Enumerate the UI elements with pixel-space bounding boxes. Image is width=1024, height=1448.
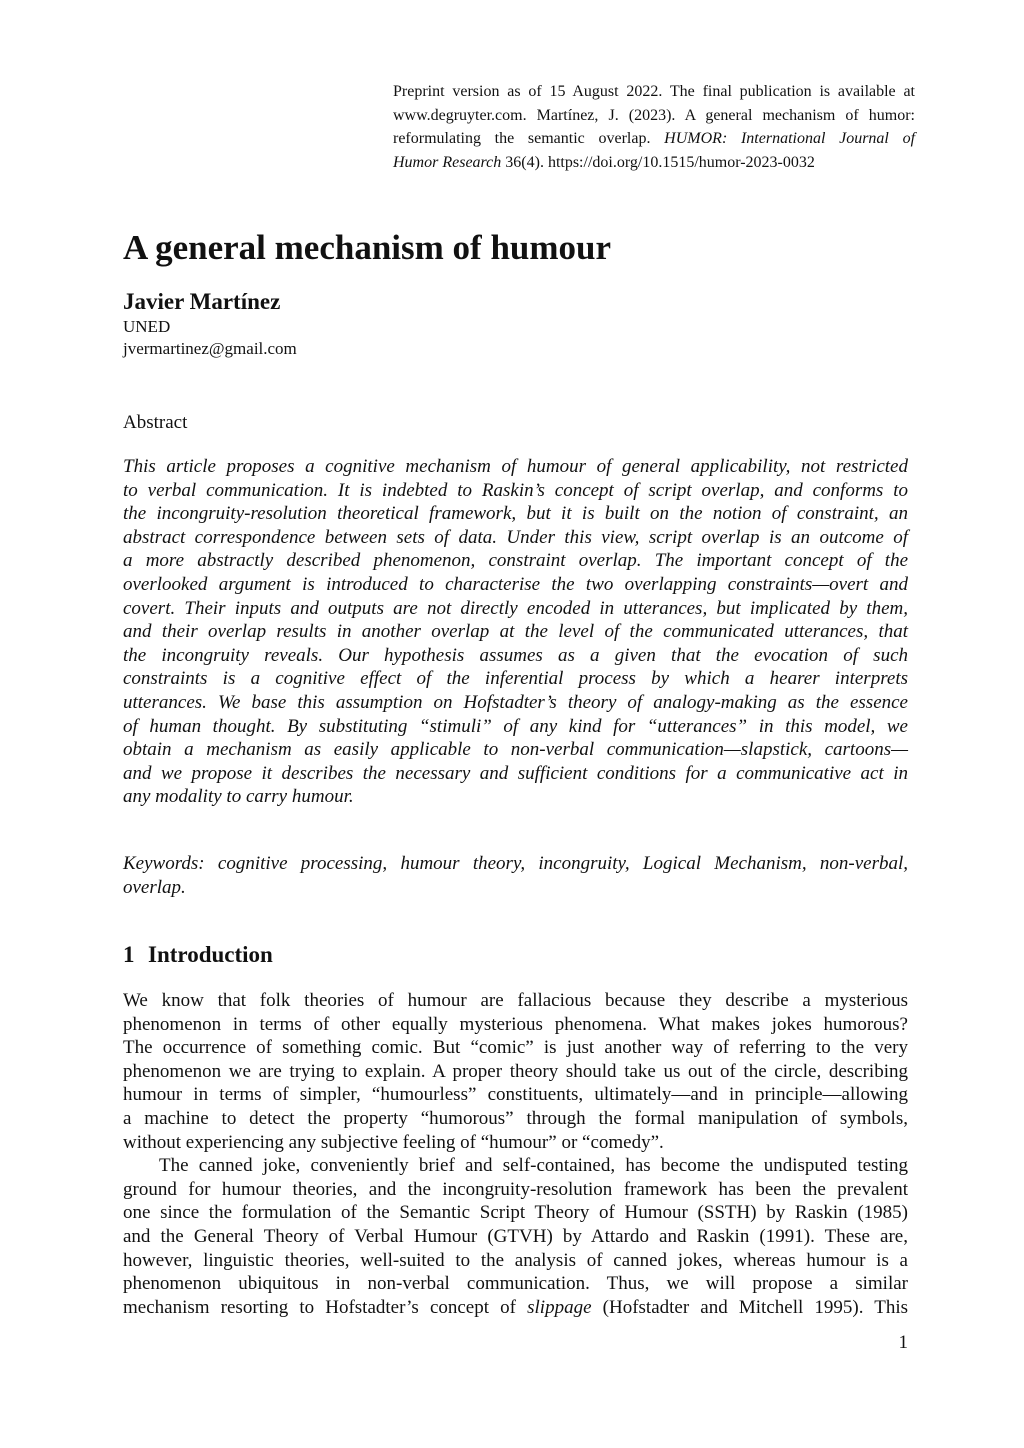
section-title: Introduction: [148, 942, 273, 967]
body-text-run: (Hofstadter and Mitchell 1995). This: [602, 1296, 909, 1318]
body-text-run: mechanism resorting to Hofstadter’s concept of: [123, 1296, 516, 1318]
abstract-line: constraints is a cognitive effect of the inferential process by which a hearer interprets: [123, 668, 908, 690]
preprint-line: [393, 127, 915, 151]
journal-name: HUMOR: International Journal of: [664, 130, 916, 147]
paper-title: A general mechanism of humour: [123, 228, 612, 267]
keywords: [123, 852, 908, 900]
author-affiliation: UNED: [123, 317, 171, 336]
preprint-line: Preprint version as of 15 August 2022. The final publication is available at: [393, 83, 915, 100]
abstract-line: covert. Their inputs and outputs are not directly encoded in utterances, but implicated by them,: [123, 597, 908, 619]
section-heading: [123, 940, 273, 970]
body-text: [123, 989, 908, 1319]
abstract-line: abstract correspondence between sets of data. Under this view, script overlap is an outcome of: [123, 526, 908, 548]
abstract-line: obtain a mechanism as easily applicable to non-verbal communication—slapstick, cartoons—: [123, 739, 908, 761]
abstract-line: overlooked argument is introduced to characterise the two overlapping constraints—overt and: [123, 573, 908, 595]
body-line: phenomenon in terms of other equally mysterious phenomena. What makes jokes humorous?: [123, 1013, 908, 1035]
doi-text: 36(4). https://doi.org/10.1515/humor-2023-0032: [505, 153, 815, 171]
body-line: one since the formulation of the Semantic Script Theory of Humour (SSTH) by Raskin (1985): [123, 1202, 908, 1224]
journal-name-cont: Humor Research: [393, 153, 502, 171]
keywords-line: overlap.: [123, 877, 186, 898]
abstract-line: of human thought. By substituting “stimuli” of any kind for “utterances” in this model, we: [123, 715, 908, 737]
keywords-line: Keywords: cognitive processing, humour theory, incongruity, Logical Mechanism, non-verbal,: [123, 853, 908, 874]
body-line: We know that folk theories of humour are fallacious because they describe a mysterious: [123, 990, 908, 1011]
abstract-line: This article proposes a cognitive mechanism of humour of general applicability, not restricted: [123, 456, 908, 477]
body-line: a machine to detect the property “humorous” through the formal manipulation of symbols,: [123, 1107, 908, 1129]
abstract-line: the incongruity reveals. Our hypothesis assumes as a given that the evocation of such: [123, 644, 908, 666]
abstract-line: and we propose it describes the necessary and sufficient conditions for a communicative act in: [123, 762, 908, 784]
abstract-line: utterances. We base this assumption on Hofstadter’s theory of analogy-making as the essence: [123, 691, 908, 713]
section-number: 1: [123, 942, 135, 967]
abstract-text: [123, 455, 908, 809]
body-line: The canned joke, conveniently brief and self-contained, has become the undisputed testing: [159, 1155, 908, 1177]
emphasis-slippage: slippage: [527, 1296, 592, 1318]
preprint-line: [393, 151, 915, 175]
body-line: ground for humour theories, and the incongruity-resolution framework has been the prevalent: [123, 1178, 908, 1200]
abstract-line: the incongruity-resolution theoretical framework, but it is built on the notion of constraint, an: [123, 503, 908, 525]
author-block: [123, 288, 297, 360]
abstract-line: any modality to carry humour.: [123, 786, 354, 808]
author-name: Javier Martínez: [123, 289, 281, 314]
abstract-line: a more abstractly described phenomenon, constraint overlap. The important concept of the: [123, 550, 908, 572]
body-line: humour in terms of simpler, “humourless” constituents, ultimately—and in principle—allowing: [123, 1084, 908, 1106]
abstract-line: to verbal communication. It is indebted to Raskin’s concept of script overlap, and conforms to: [123, 479, 908, 501]
body-line: without experiencing any subjective feeling of “humour” or “comedy”.: [123, 1131, 664, 1153]
body-line: [123, 1296, 908, 1320]
abstract-line: and their overlap results in another overlap at the level of the communicated utterances, that: [123, 621, 908, 643]
body-line: and the General Theory of Verbal Humour (GTVH) by Attardo and Raskin (1991). These are,: [123, 1225, 908, 1247]
abstract-heading: Abstract: [123, 412, 188, 433]
preprint-text: reformulating the semantic overlap.: [393, 130, 651, 147]
body-line: phenomenon ubiquitous in non-verbal communication. Thus, we will propose a similar: [123, 1273, 908, 1295]
preprint-line: www.degruyter.com. Martínez, J. (2023). A general mechanism of humor:: [393, 106, 915, 124]
page-number: 1: [898, 1332, 908, 1353]
body-line: however, linguistic theories, well-suited to the analysis of canned jokes, whereas humour is a: [123, 1249, 908, 1271]
body-line: phenomenon we are trying to explain. A proper theory should take us out of the circle, describing: [123, 1060, 908, 1082]
preprint-note: [393, 80, 915, 174]
author-email[interactable]: jvermartinez@gmail.com: [123, 339, 297, 358]
body-line: The occurrence of something comic. But “comic” is just another way of referring to the very: [123, 1037, 908, 1059]
